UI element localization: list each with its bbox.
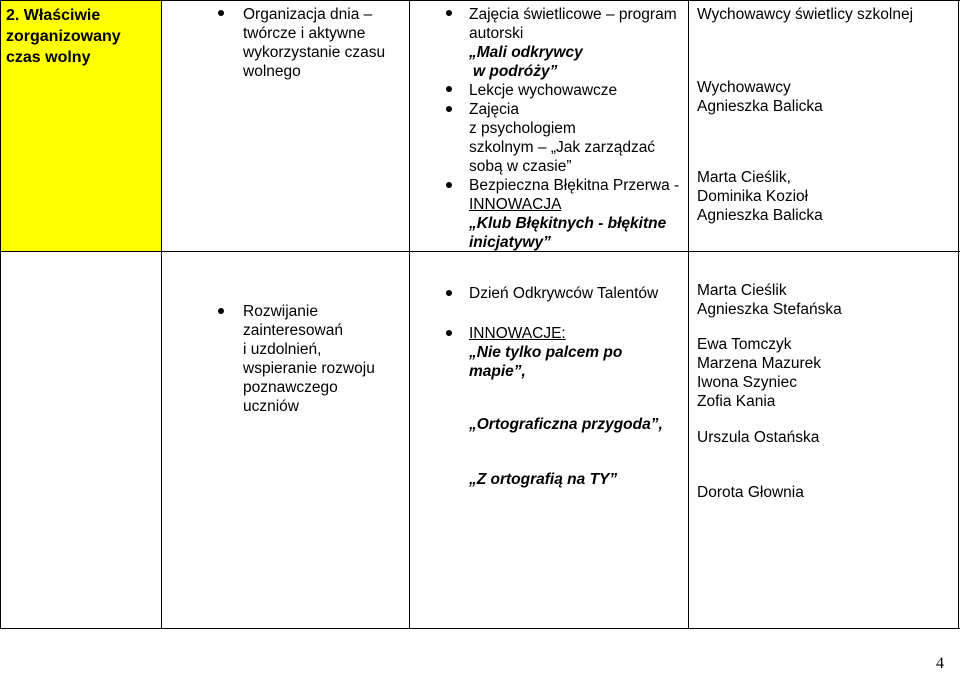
row1-responsible [697,5,913,24]
column-divider [161,0,162,629]
bullet-icon [218,308,224,314]
activity-item [469,284,658,303]
activity-item [469,343,622,381]
activity-item [469,324,566,343]
objective-line: i uzdolnień, [243,341,322,358]
objective-line: uczniów [243,398,299,415]
section-title-line: czas wolny [6,49,91,66]
activity-line: „Nie tylko palcem po [469,344,623,361]
objective-line: Rozwijanie [243,303,318,320]
responsible-entry: Marta Cieślik, [697,169,791,186]
innovations-label: INNOWACJE: [469,325,566,342]
row1-responsible [697,78,823,116]
responsible-entry: Wychowawcy [697,79,791,96]
bullet-icon [446,290,452,296]
activity-line: Zajęcia [469,101,519,118]
activity-line: „Klub Błękitnych - błękitne [469,215,667,232]
activity-line: Lekcje wychowawcze [469,82,618,99]
activity-line: Zajęcia świetlicowe – program [469,6,677,23]
responsible-entry: Agnieszka Balicka [697,98,823,115]
objective-line: Organizacja dnia – [243,6,373,23]
row2-responsible [697,281,842,319]
bullet-icon [218,10,224,16]
bullet-icon [446,10,452,16]
row1-responsible [697,168,823,225]
activity-item [469,5,677,43]
responsible-entry: Marzena Mazurek [697,355,822,372]
responsible-entry: Ewa Tomczyk [697,336,792,353]
table-border-bottom [0,628,960,629]
activity-item [469,81,617,100]
table-border-top [0,0,960,1]
row2-responsible [697,335,821,411]
bullet-icon [446,106,452,112]
activity-item [469,176,679,214]
innovation-label: INNOWACJA [469,196,562,213]
responsible-entry: Wychowawcy świetlicy szkolnej [697,6,914,23]
activity-line: „Mali odkrywcy [469,44,583,61]
column-divider [409,0,410,629]
responsible-entry: Agnieszka Stefańska [697,301,842,318]
objective-line: wykorzystanie czasu [243,44,386,61]
objective-line: wspieranie rozwoju [243,360,375,377]
row2-responsible [697,428,819,447]
activity-line: „Z ortografią na TY” [469,471,618,488]
bullet-icon [446,182,452,188]
activity-line: Dzień Odkrywców Talentów [469,285,659,302]
table-border-right [958,0,959,629]
activity-item [469,214,666,252]
objective-line: zainteresowań [243,322,343,339]
section-title-line: Właściwie [23,7,101,24]
table-border-left [0,0,1,629]
activity-line: „Ortograficzna przygoda”, [469,416,663,433]
bullet-icon [446,86,452,92]
activity-line: Bezpieczna Błękitna Przerwa - [469,177,680,194]
row1-objective [243,5,385,81]
row2-responsible [697,483,804,502]
row2-objective [243,302,375,416]
activity-line: inicjatywy” [469,234,551,251]
activity-item [469,100,655,176]
activity-item [469,43,583,81]
activity-line: szkolnym – „Jak zarządzać [469,139,656,156]
objective-line: twórcze i aktywne [243,25,366,42]
responsible-entry: Marta Cieślik [697,282,787,299]
activity-line: w podróży” [473,63,558,80]
activity-line: autorski [469,25,524,42]
page-number: 4 [936,655,944,672]
objective-line: poznawczego [243,379,338,396]
section-number: 2. [6,7,20,24]
activity-item [469,470,617,489]
responsible-entry: Urszula Ostańska [697,429,820,446]
activity-line: sobą w czasie” [469,158,572,175]
responsible-entry: Dominika Kozioł [697,188,809,205]
activity-line: z psychologiem [469,120,576,137]
section-header [6,5,121,68]
activity-line: mapie”, [469,363,526,380]
responsible-entry: Dorota Głownia [697,484,804,501]
responsible-entry: Agnieszka Balicka [697,207,823,224]
section-header-cell [0,0,161,251]
responsible-entry: Zofia Kania [697,393,776,410]
activity-item [469,415,663,434]
column-divider [688,0,689,629]
objective-line: wolnego [243,63,301,80]
section-title-line: zorganizowany [6,28,121,45]
bullet-icon [446,330,452,336]
responsible-entry: Iwona Szyniec [697,374,797,391]
